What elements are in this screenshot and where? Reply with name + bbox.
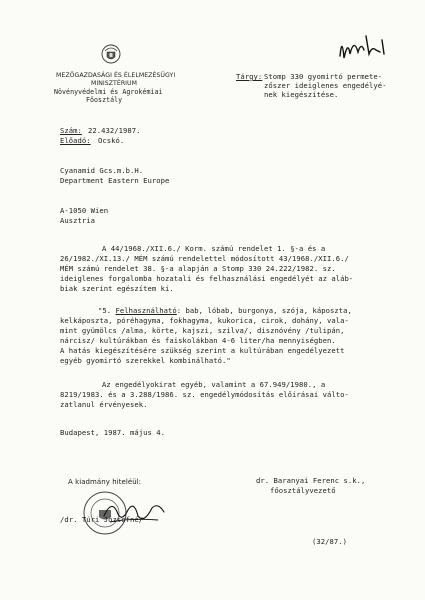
subject-line-1: Stomp 330 gyomirtó permete- [264, 72, 383, 81]
addressee-line-1: Cyanamid Gcs.m.b.H. [60, 166, 144, 175]
department-name-line1: Növényvédelmi és Agrokémiai [54, 88, 163, 96]
body-para2-line2: kelkáposzta, póréhagyma, fokhagyma, kukorica, cirok, dohány, vala- [60, 316, 349, 325]
body-para3-line3: zatlanul érvényesek. [60, 400, 148, 409]
body-para1-line1: A 44/1968./XII.6./ Korm. számú rendelet 1. §-a és a [102, 244, 326, 253]
file-code: (32/87.) [312, 537, 348, 546]
subject-line-2: zőszer ideiglenes engedélyé- [264, 81, 387, 90]
body-para2-line1 [98, 306, 352, 316]
body-para3-line1: Az engedélyokirat egyéb, valamint a 67.949/1980., a [102, 380, 326, 389]
body-para2-line3: mint gyümölcs /alma, körte, kajszi, szilva/, disznóvény /tulipán, [60, 326, 345, 335]
addressee-line-2: Department Eastern Europe [60, 176, 170, 185]
addressee-line-5: Ausztria [60, 216, 96, 225]
body-para1-line3: MÉM számú rendelet 38. §-a alapján a Stomp 330 24.222/1982. sz. [60, 264, 336, 273]
body-para2-line4: nárcisz/ kultúrákban és faiskolákban 4-6 liter/ha mennyiségben. [60, 336, 336, 345]
coat-of-arms-icon [100, 42, 122, 64]
signatory-title: főosztályvezető [270, 486, 336, 495]
subject-label: Tárgy: [236, 72, 263, 81]
body-para3-line2: 8219/1983. és a 3.288/1986. sz. engedélymódosítás előírásai válto- [60, 390, 349, 399]
certification-name: /dr. Túri Józsefné/ [60, 515, 144, 524]
usage-crops: : bab, lóbab, burgonya, szója, káposzta, [176, 306, 352, 315]
body-para2-line6: egyéb gyomirtó szerekkel kombinálható." [60, 356, 231, 365]
usage-heading: Felhasználható [115, 306, 177, 315]
clerk-value: Ocskó. [98, 136, 125, 145]
clerk-label: Előadó: [60, 136, 91, 145]
body-para1-line5: biak szerint egészítem ki. [60, 284, 174, 293]
signatory-name: dr. Baranyai Ferenc s.k., [256, 476, 366, 485]
ministry-name-line1: MEZŐGAZDASÁGI ÉS ÉLELMEZÉSÜGYI [56, 72, 176, 79]
handwritten-initials [336, 30, 396, 66]
quote-lead: "5. [98, 306, 116, 315]
ministry-emblem [100, 42, 122, 64]
certification-label: A kiadmány hiteléül: [68, 478, 142, 486]
addressee-line-4: A-1050 Wien [60, 206, 109, 215]
body-para1-line4: ideiglenes forgalomba hozatali és felhasználási engedélyét az aláb- [60, 274, 354, 283]
date-line: Budapest, 1987. május 4. [60, 428, 166, 437]
number-value: 22.432/1987. [88, 126, 141, 135]
department-name-line2: Főosztály [86, 96, 123, 104]
body-para1-line2: 26/1982./XI.13./ MÉM számú rendelettel módosított 43/1968./XII.6./ [60, 254, 349, 263]
body-para2-line5: A hatás kiegészítésére szükség szerint a kultúrában engedélyezett [60, 346, 345, 355]
ministry-name-line2: MINISZTÉRIUM [90, 80, 138, 87]
subject-line-3: nek kiegészítése. [264, 90, 339, 99]
number-label: Szám: [60, 126, 82, 135]
